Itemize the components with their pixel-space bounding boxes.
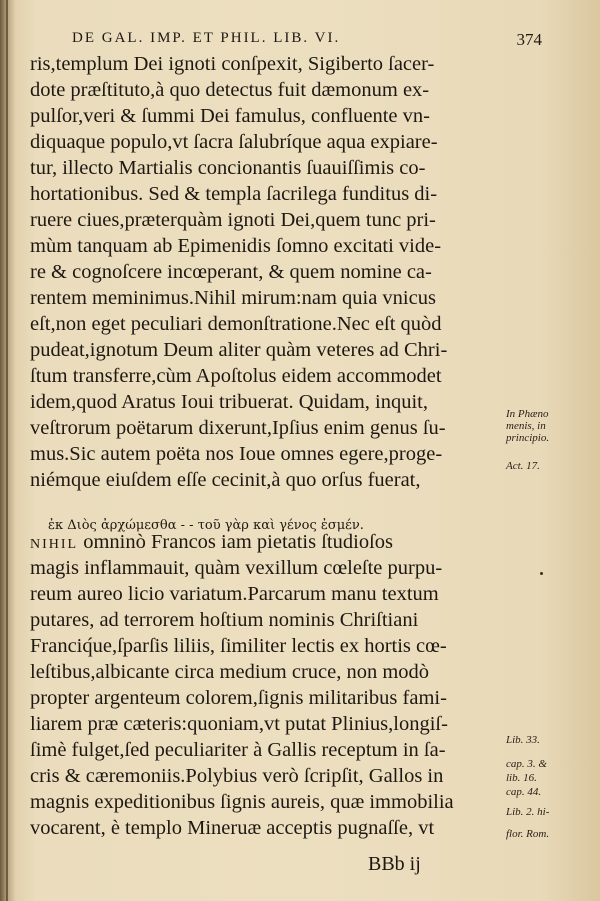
text-line: pulſor,veri & ſummi Dei famulus, confluente vn-: [30, 105, 430, 127]
running-title: DE GAL. IMP. ET PHIL. LIB. VI.: [72, 30, 341, 46]
greek-quotation: ἐκ Διὸς ἀρχώμεσθα - - τοῦ γὰρ καὶ γένος ἐσμέν.: [48, 518, 364, 533]
text-line: eſt,non eget peculiari demonſtratione.Nec eſt quòd: [30, 313, 442, 335]
text-line: mus.Sic autem poëta nos Ioue omnes egere,proge-: [30, 443, 443, 465]
text-line: re & cognoſcere incœperant, & quem nomine ca-: [30, 261, 432, 283]
text-line: liarem præ cæteris:quoniam,vt putat Plinius,longiſ-: [30, 713, 448, 735]
margin-note: Lib. 2. hi-: [506, 806, 550, 818]
margin-note: In Phæno: [506, 408, 549, 420]
text-line: Franciq́ue,ſparſis liliis, ſimiliter lectis ex hortis cœ-: [30, 635, 447, 657]
text-run: omninò Francos iam pietatis ſtudioſos: [78, 531, 393, 553]
text-line: putares, ad terrorem hoſtium nominis Chriſtiani: [30, 609, 419, 631]
margin-note: lib. 16.: [506, 772, 537, 784]
text-line: vocarent, è templo Mineruæ acceptis pugnaſſe, vt: [30, 817, 435, 839]
paragraph-start-line: [30, 530, 393, 557]
signature-mark: BBb ij: [368, 853, 421, 875]
text-line: ruere ciues,præterquàm ignoti Dei,quem tunc pri-: [30, 209, 436, 231]
margin-note: Act. 17.: [506, 460, 540, 472]
text-line: ſtum transferre,cùm Apoſtolus eidem accommodet: [30, 365, 442, 387]
text-line: magnis expeditionibus ſignis aureis, quæ immobilia: [30, 791, 454, 813]
text-line: propter argenteum colorem,ſignis militaribus fami-: [30, 687, 447, 709]
margin-note: cap. 3. &: [506, 758, 547, 770]
margin-note: menis, in: [506, 420, 546, 432]
margin-note: Lib. 33.: [506, 734, 540, 746]
text-line: niémque eiuſdem eſſe cecinit,à quo orſus fuerat,: [30, 469, 421, 491]
text-line: mùm tanquam ab Epimenidis ſomno excitati vide-: [30, 235, 442, 257]
text-line: pudeat,ignotum Deum aliter quàm veteres ad Chri-: [30, 339, 448, 361]
text-line: idem,quod Aratus Ioui tribuerat. Quidam, inquit,: [30, 391, 428, 413]
text-line: leſtibus,albicante circa medium cruce, non modò: [30, 661, 430, 683]
text-line: tur, illecto Martialis concionantis ſuauiſſimis co-: [30, 157, 426, 179]
text-line: diquaque populo,vt ſacra ſalubríque aqua expiare-: [30, 131, 438, 153]
text-line: hortationibus. Sed & templa ſacrilega funditus di-: [30, 183, 438, 205]
running-header: [72, 30, 542, 47]
ink-speck: [540, 572, 543, 575]
text-line: rentem meminimus.Nihil mirum:nam quia vnicus: [30, 287, 436, 309]
margin-note: principio.: [506, 432, 550, 444]
text-line: reum aureo licio variatum.Parcarum manu textum: [30, 583, 439, 605]
text-line: dote præſtituto,à quo detectus fuit dæmonum ex-: [30, 79, 430, 101]
margin-note: cap. 44.: [506, 786, 542, 798]
text-line: ris,templum Dei ignoti conſpexit, Sigiberto ſacer-: [30, 53, 435, 75]
text-line: ſimè fulget,ſed peculiariter à Gallis receptum in ſa-: [30, 739, 446, 761]
text-line: magis inflammauit, quàm vexillum cœleſte purpu-: [30, 557, 443, 579]
page-number: 374: [516, 30, 542, 49]
drop-word: NIHIL: [30, 537, 79, 552]
binding-edge: [6, 0, 8, 901]
binding-gutter: [0, 0, 16, 901]
text-line: cris & cæremoniis.Polybius verò ſcripſit, Gallos in: [30, 765, 444, 787]
margin-note: flor. Rom.: [506, 828, 550, 840]
text-line: veſtrorum poëtarum dixerunt,Ipſius enim genus ſu-: [30, 417, 446, 439]
